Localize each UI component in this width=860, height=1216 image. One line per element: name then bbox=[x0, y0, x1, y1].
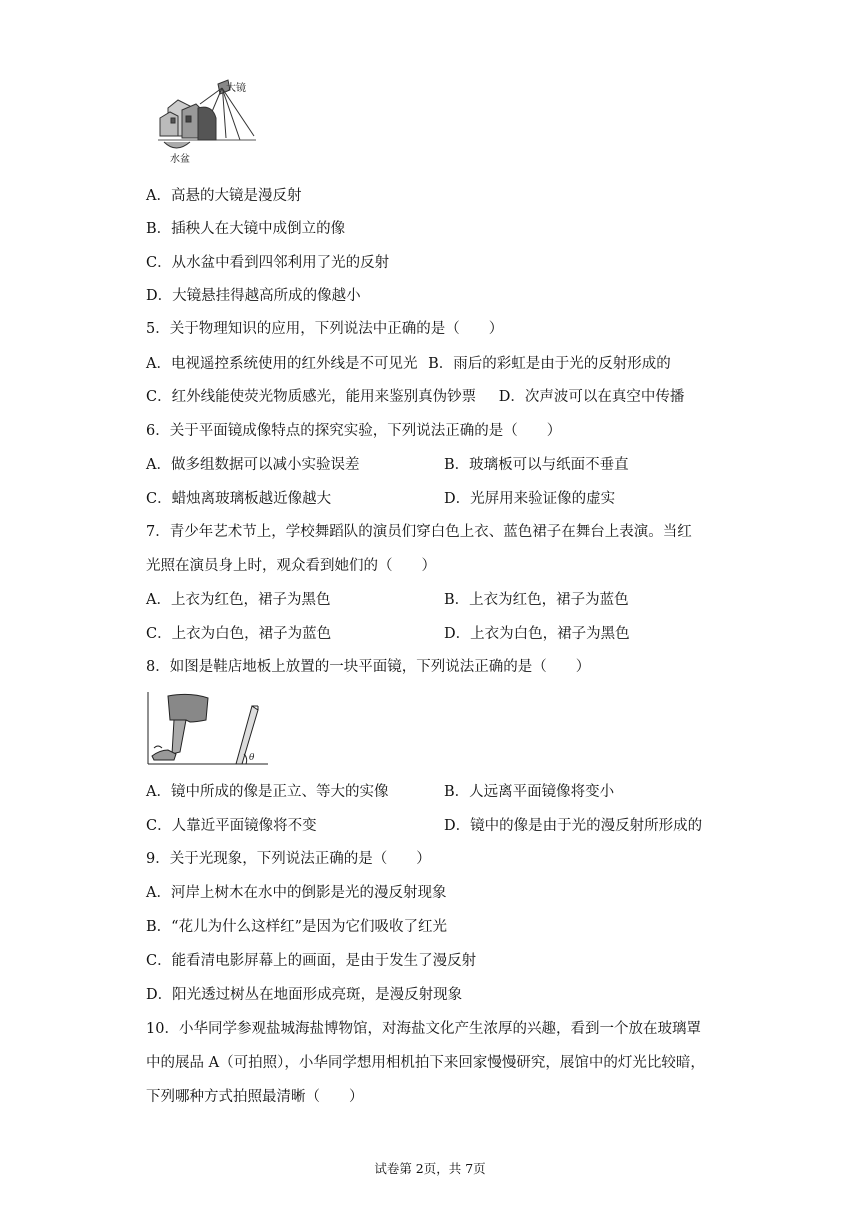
q8-option-d: D．镜中的像是由于光的漫反射所形成的 bbox=[444, 818, 703, 834]
angle-label: θ bbox=[249, 753, 255, 763]
q4-option-c: C．从水盆中看到四邻利用了光的反射 bbox=[146, 255, 390, 271]
q6-option-b: B．玻璃板可以与纸面不垂直 bbox=[444, 457, 629, 473]
mirror-basin-figure bbox=[156, 78, 256, 166]
q6-option-d: D．光屏用来验证像的虚实 bbox=[444, 491, 616, 507]
q6-stem: 6．关于平面镜成像特点的探究实验，下列说法正确的是（ ） bbox=[146, 423, 562, 439]
q8-option-b: B．人远离平面镜像将变小 bbox=[444, 784, 615, 800]
q7-option-d: D．上衣为白色，裙子为黑色 bbox=[444, 626, 630, 642]
q7-option-a: A．上衣为红色，裙子为黑色 bbox=[146, 592, 331, 608]
q10-stem-line1: 10．小华同学参观盐城海盐博物馆，对海盐文化产生浓厚的兴趣，看到一个放在玻璃罩 bbox=[146, 1021, 701, 1037]
q4-option-d: D．大镜悬挂得越高所成的像越小 bbox=[146, 288, 361, 304]
q7-stem-line1: 7．青少年艺术节上，学校舞蹈队的演员们穿白色上衣、蓝色裙子在舞台上表演。当红 bbox=[146, 524, 692, 540]
q8-stem: 8．如图是鞋店地板上放置的一块平面镜，下列说法正确的是（ ） bbox=[146, 659, 591, 675]
q5-option-c bbox=[146, 387, 684, 407]
q5-stem: 5．关于物理知识的应用，下列说法中正确的是（ ） bbox=[146, 321, 504, 337]
q4-option-b: B．插秧人在大镜中成倒立的像 bbox=[146, 221, 346, 237]
basin-label: 水盆 bbox=[170, 154, 190, 165]
q4-option-a: A．高悬的大镜是漫反射 bbox=[146, 188, 302, 204]
q7-option-c: C．上衣为白色，裙子为蓝色 bbox=[146, 626, 332, 642]
q6-option-a: A．做多组数据可以减小实验误差 bbox=[146, 457, 360, 473]
q5-option-a bbox=[146, 354, 671, 374]
page-footer: 试卷第 2页，共 7页 bbox=[374, 1161, 486, 1176]
q9-option-c: C．能看清电影屏幕上的画面，是由于发生了漫反射 bbox=[146, 953, 477, 969]
shoe-mirror-figure bbox=[146, 692, 268, 766]
q5-option-d-text: D．次声波可以在真空中传播 bbox=[498, 389, 685, 405]
q9-option-a: A．河岸上树木在水中的倒影是光的漫反射现象 bbox=[146, 885, 447, 901]
q7-option-b: B．上衣为红色，裙子为蓝色 bbox=[444, 592, 629, 608]
q9-stem: 9．关于光现象，下列说法正确的是（ ） bbox=[146, 851, 431, 867]
q5-option-a-text: A．电视遥控系统使用的红外线是不可见光 bbox=[146, 356, 418, 372]
q9-option-d: D．阳光透过树丛在地面形成亮斑，是漫反射现象 bbox=[146, 987, 463, 1003]
q6-option-c: C．蜡烛离玻璃板越近像越大 bbox=[146, 491, 332, 507]
q5-option-b-text: B．雨后的彩虹是由于光的反射形成的 bbox=[428, 356, 671, 372]
q5-option-c-text: C．红外线能使荧光物质感光，能用来鉴别真伪钞票 bbox=[146, 389, 477, 405]
q8-option-c: C．人靠近平面镜像将不变 bbox=[146, 818, 317, 834]
q9-option-b: B．“花儿为什么这样红”是因为它们吸收了红光 bbox=[146, 919, 447, 935]
q10-stem-line3: 下列哪种方式拍照最清晰（ ） bbox=[146, 1089, 364, 1105]
q7-stem-line2: 光照在演员身上时，观众看到她们的（ ） bbox=[146, 558, 436, 574]
q8-option-a: A．镜中所成的像是正立、等大的实像 bbox=[146, 784, 389, 800]
q10-stem-line2: 中的展品 A（可拍照），小华同学想用相机拍下来回家慢慢研究，展馆中的灯光比较暗， bbox=[146, 1055, 705, 1071]
mirror-label: 大镜 bbox=[226, 83, 246, 94]
